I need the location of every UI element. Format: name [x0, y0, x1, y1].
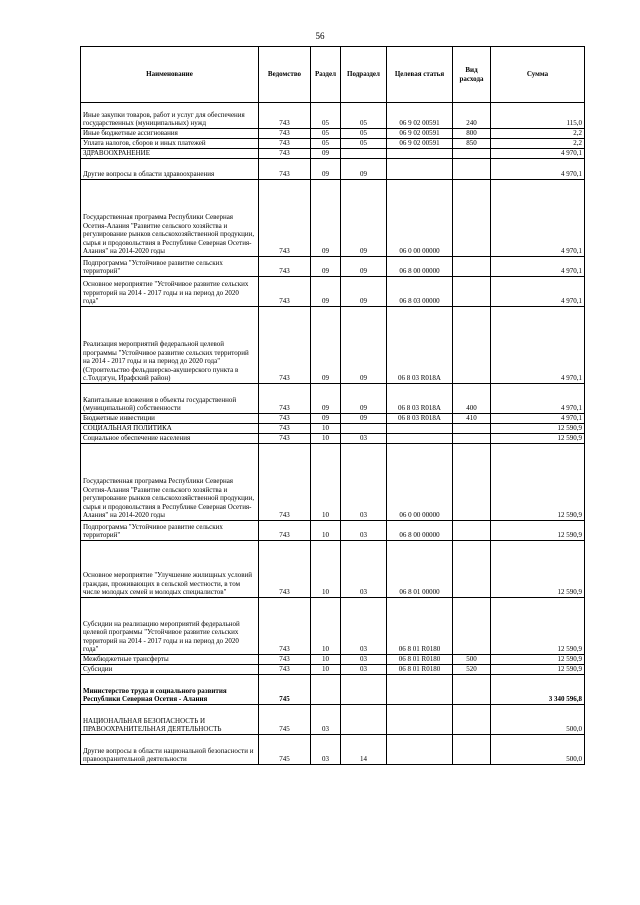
cell-statya: 06 8 00 00000: [387, 257, 453, 277]
table-row: [81, 277, 585, 307]
cell-razdel: 09: [311, 307, 341, 384]
cell-name: Государственная программа Республики Северная Осетия-Алания "Развитие сельского хозяйства и регулирование рынков сельскохозяйственной продукции, сырья и продовольствия в Республике Северная Осетия-Алания" на 2014-2020 годы: [81, 444, 259, 521]
column-header-name: Наименование: [81, 47, 259, 103]
cell-name: Реализация мероприятий федеральной целевой программы "Устойчивое развитие сельских территорий на 2014 - 2017 годы и на период до 2020 года" (Строительство фельдшерско-акушерского пункта в с.Толдзгун, Ирафский район): [81, 307, 259, 384]
cell-podrazdel: 09: [341, 277, 387, 307]
cell-name: Уплата налогов, сборов и иных платежей: [81, 139, 259, 149]
cell-statya: 06 8 01 R0180: [387, 655, 453, 665]
cell-podrazdel: 03: [341, 541, 387, 598]
cell-name: Бюджетные инвестиции: [81, 414, 259, 424]
table-row: [81, 521, 585, 541]
cell-razdel: 10: [311, 598, 341, 655]
cell-vid-raskhoda: 240: [453, 103, 491, 129]
table-row: [81, 705, 585, 735]
cell-vedomstvo: 743: [259, 139, 311, 149]
cell-vid-raskhoda: 800: [453, 129, 491, 139]
cell-razdel: 10: [311, 541, 341, 598]
column-header-vid-raskhoda: Вид расхода: [453, 47, 491, 103]
cell-razdel: 09: [311, 414, 341, 424]
cell-vedomstvo: 743: [259, 180, 311, 257]
cell-summa: 12 590,9: [491, 541, 585, 598]
cell-podrazdel: 03: [341, 665, 387, 675]
table-row: [81, 139, 585, 149]
cell-vid-raskhoda: [453, 434, 491, 444]
cell-statya: [387, 159, 453, 180]
cell-vid-raskhoda: [453, 149, 491, 159]
cell-vid-raskhoda: [453, 424, 491, 434]
cell-vedomstvo: 743: [259, 307, 311, 384]
table-row: [81, 424, 585, 434]
cell-statya: 06 9 02 00591: [387, 139, 453, 149]
cell-statya: [387, 424, 453, 434]
cell-summa: 12 590,9: [491, 665, 585, 675]
cell-razdel: 09: [311, 384, 341, 414]
table-row: [81, 735, 585, 765]
cell-name: Иные бюджетные ассигнования: [81, 129, 259, 139]
cell-vedomstvo: 743: [259, 424, 311, 434]
table-row: [81, 307, 585, 384]
cell-vedomstvo: 743: [259, 541, 311, 598]
cell-summa: 4 970,1: [491, 384, 585, 414]
cell-summa: 3 340 596,8: [491, 675, 585, 705]
column-header-podrazdel: Подраздел: [341, 47, 387, 103]
cell-statya: [387, 735, 453, 765]
cell-summa: 4 970,1: [491, 414, 585, 424]
cell-razdel: 10: [311, 424, 341, 434]
cell-podrazdel: 09: [341, 414, 387, 424]
cell-summa: 115,0: [491, 103, 585, 129]
cell-podrazdel: 03: [341, 434, 387, 444]
cell-summa: 2,2: [491, 129, 585, 139]
table-row: [81, 541, 585, 598]
cell-statya: 06 0 00 00000: [387, 444, 453, 521]
cell-vid-raskhoda: [453, 257, 491, 277]
cell-vedomstvo: 743: [259, 384, 311, 414]
cell-summa: 500,0: [491, 735, 585, 765]
cell-summa: 12 590,9: [491, 434, 585, 444]
cell-podrazdel: [341, 675, 387, 705]
cell-vid-raskhoda: [453, 675, 491, 705]
cell-name: СОЦИАЛЬНАЯ ПОЛИТИКА: [81, 424, 259, 434]
cell-name: Иные закупки товаров, работ и услуг для обеспечения государственных (муниципальных) нужд: [81, 103, 259, 129]
cell-statya: 06 8 03 R018A: [387, 307, 453, 384]
cell-statya: 06 8 01 00000: [387, 541, 453, 598]
cell-name: Подпрограмма "Устойчивое развитие сельских территорий": [81, 257, 259, 277]
table-row: [81, 598, 585, 655]
cell-razdel: 09: [311, 180, 341, 257]
cell-podrazdel: 09: [341, 159, 387, 180]
cell-name: Социальное обеспечение населения: [81, 434, 259, 444]
cell-vedomstvo: 743: [259, 277, 311, 307]
cell-podrazdel: 09: [341, 384, 387, 414]
table-row: [81, 665, 585, 675]
cell-razdel: 05: [311, 129, 341, 139]
cell-podrazdel: 14: [341, 735, 387, 765]
cell-statya: 06 0 00 00000: [387, 180, 453, 257]
cell-vedomstvo: 743: [259, 414, 311, 424]
cell-razdel: 03: [311, 735, 341, 765]
budget-table: [80, 46, 585, 765]
cell-podrazdel: 03: [341, 444, 387, 521]
cell-name: Государственная программа Республики Северная Осетия-Алания "Развитие сельского хозяйства и регулирование рынков сельскохозяйственной продукции, сырья и продовольствия в Республике Северная Осетия-Алания" на 2014-2020 годы: [81, 180, 259, 257]
cell-statya: 06 8 01 R0180: [387, 665, 453, 675]
table-row: [81, 103, 585, 129]
cell-razdel: 09: [311, 149, 341, 159]
cell-razdel: [311, 675, 341, 705]
cell-name: НАЦИОНАЛЬНАЯ БЕЗОПАСНОСТЬ И ПРАВООХРАНИТЕЛЬНАЯ ДЕЯТЕЛЬНОСТЬ: [81, 705, 259, 735]
cell-name: Подпрограмма "Устойчивое развитие сельских территорий": [81, 521, 259, 541]
cell-razdel: 10: [311, 434, 341, 444]
table-row: [81, 149, 585, 159]
cell-summa: 500,0: [491, 705, 585, 735]
cell-vedomstvo: 743: [259, 159, 311, 180]
cell-vid-raskhoda: [453, 521, 491, 541]
cell-statya: 06 8 00 00000: [387, 521, 453, 541]
cell-podrazdel: [341, 424, 387, 434]
cell-vedomstvo: 745: [259, 675, 311, 705]
cell-statya: 06 9 02 00591: [387, 103, 453, 129]
cell-podrazdel: [341, 705, 387, 735]
cell-vid-raskhoda: [453, 598, 491, 655]
table-header-row: [81, 47, 585, 103]
cell-vid-raskhoda: [453, 735, 491, 765]
cell-podrazdel: 03: [341, 655, 387, 665]
cell-vid-raskhoda: [453, 180, 491, 257]
column-header-vedomstvo: Ведомство: [259, 47, 311, 103]
cell-vedomstvo: 743: [259, 665, 311, 675]
table-row: [81, 675, 585, 705]
cell-summa: 4 970,1: [491, 159, 585, 180]
cell-vedomstvo: 743: [259, 434, 311, 444]
cell-vedomstvo: 745: [259, 735, 311, 765]
cell-summa: 4 970,1: [491, 277, 585, 307]
table-body: [81, 103, 585, 765]
column-header-statya: Целевая статья: [387, 47, 453, 103]
cell-vedomstvo: 743: [259, 598, 311, 655]
cell-name: Капитальные вложения в объекты государственной (муниципальной) собственности: [81, 384, 259, 414]
cell-vid-raskhoda: [453, 705, 491, 735]
cell-vedomstvo: 743: [259, 129, 311, 139]
cell-razdel: 10: [311, 665, 341, 675]
cell-vid-raskhoda: 850: [453, 139, 491, 149]
page-number: 56: [315, 31, 325, 41]
cell-vedomstvo: 745: [259, 705, 311, 735]
cell-statya: [387, 705, 453, 735]
table-row: [81, 257, 585, 277]
cell-summa: 12 590,9: [491, 598, 585, 655]
column-header-razdel: Раздел: [311, 47, 341, 103]
cell-name: Другие вопросы в области национальной безопасности и правоохранительной деятельности: [81, 735, 259, 765]
cell-razdel: 10: [311, 444, 341, 521]
cell-podrazdel: 03: [341, 598, 387, 655]
cell-summa: 4 970,1: [491, 257, 585, 277]
cell-vid-raskhoda: [453, 277, 491, 307]
cell-vedomstvo: 743: [259, 444, 311, 521]
cell-razdel: 03: [311, 705, 341, 735]
cell-razdel: 09: [311, 159, 341, 180]
cell-razdel: 10: [311, 521, 341, 541]
cell-name: Межбюджетные трансферты: [81, 655, 259, 665]
cell-razdel: 09: [311, 277, 341, 307]
column-header-summa: Сумма: [491, 47, 585, 103]
cell-vid-raskhoda: [453, 444, 491, 521]
cell-vedomstvo: 743: [259, 257, 311, 277]
cell-razdel: 09: [311, 257, 341, 277]
cell-name: Министерство труда и социального развития Республики Северная Осетия - Алания: [81, 675, 259, 705]
cell-summa: 12 590,9: [491, 521, 585, 541]
cell-vedomstvo: 743: [259, 149, 311, 159]
cell-vid-raskhoda: 400: [453, 384, 491, 414]
cell-podrazdel: 09: [341, 180, 387, 257]
cell-statya: 06 8 01 R0180: [387, 598, 453, 655]
table-row: [81, 434, 585, 444]
cell-podrazdel: 09: [341, 257, 387, 277]
table-row: [81, 159, 585, 180]
cell-statya: 06 9 02 00591: [387, 129, 453, 139]
cell-summa: 12 590,9: [491, 444, 585, 521]
cell-statya: 06 8 03 R018A: [387, 384, 453, 414]
cell-summa: 4 970,1: [491, 307, 585, 384]
cell-podrazdel: 05: [341, 103, 387, 129]
cell-name: Другие вопросы в области здравоохранения: [81, 159, 259, 180]
cell-vid-raskhoda: 500: [453, 655, 491, 665]
cell-vedomstvo: 743: [259, 655, 311, 665]
cell-name: Основное мероприятие "Улучшение жилищных условий граждан, проживающих в сельской местности, в том числе молодых семей и молодых специалистов": [81, 541, 259, 598]
table-row: [81, 414, 585, 424]
cell-podrazdel: 05: [341, 139, 387, 149]
table-row: [81, 655, 585, 665]
cell-name: Субсидии на реализацию мероприятий федеральной целевой программы "Устойчивое развитие сельских территорий на 2014 - 2017 годы и на период до 2020 года": [81, 598, 259, 655]
table-row: [81, 180, 585, 257]
cell-vid-raskhoda: [453, 541, 491, 598]
cell-name: Субсидии: [81, 665, 259, 675]
cell-podrazdel: [341, 149, 387, 159]
cell-vid-raskhoda: [453, 307, 491, 384]
cell-razdel: 05: [311, 139, 341, 149]
cell-name: ЗДРАВООХРАНЕНИЕ: [81, 149, 259, 159]
cell-vid-raskhoda: 520: [453, 665, 491, 675]
cell-statya: [387, 434, 453, 444]
cell-statya: 06 8 03 00000: [387, 277, 453, 307]
cell-statya: 06 8 03 R018A: [387, 414, 453, 424]
cell-podrazdel: 05: [341, 129, 387, 139]
cell-vid-raskhoda: 410: [453, 414, 491, 424]
cell-summa: 2,2: [491, 139, 585, 149]
cell-statya: [387, 675, 453, 705]
cell-vid-raskhoda: [453, 159, 491, 180]
cell-razdel: 10: [311, 655, 341, 665]
cell-vedomstvo: 743: [259, 521, 311, 541]
cell-razdel: 05: [311, 103, 341, 129]
table-row: [81, 129, 585, 139]
cell-summa: 12 590,9: [491, 655, 585, 665]
cell-summa: 4 970,1: [491, 180, 585, 257]
cell-name: Основное мероприятие "Устойчивое развитие сельских территорий на 2014 - 2017 годы и на период до 2020 года": [81, 277, 259, 307]
cell-summa: 12 590,9: [491, 424, 585, 434]
cell-summa: 4 970,1: [491, 149, 585, 159]
table-row: [81, 444, 585, 521]
cell-podrazdel: 09: [341, 307, 387, 384]
cell-statya: [387, 149, 453, 159]
cell-podrazdel: 03: [341, 521, 387, 541]
cell-vedomstvo: 743: [259, 103, 311, 129]
table-row: [81, 384, 585, 414]
